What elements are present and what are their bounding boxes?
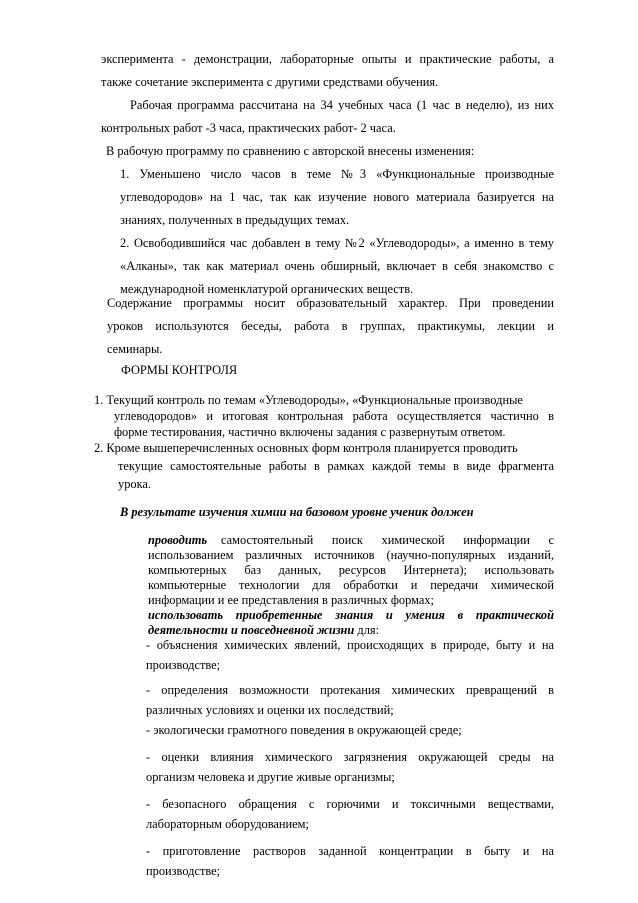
skills-use-line-1: использовать приобретенные знания и умения в практической	[148, 608, 554, 622]
skills-conduct-line-1-rest: самостоятельный поиск химической информации с	[221, 533, 554, 547]
skills-conduct-line-5: информации и ее представления в различных формах;	[148, 593, 434, 607]
skills-conduct-line-4: компьютерные технологии для обработки и передачи химической	[148, 578, 554, 592]
use-item-2-line-2: различных условиях и оценки их последствий;	[146, 703, 394, 717]
program-line-1: Рабочая программа рассчитана на 34 учебных часа (1 час в неделю), из них	[130, 98, 554, 112]
skills-use-rest: для:	[354, 623, 380, 637]
control-item-2-line-2: текущие самостоятельные работы в рамках каждой темы в виде фрагмента	[118, 459, 554, 473]
intro-line-1: эксперимента - демонстрации, лабораторные опыты и практические работы, а	[101, 52, 554, 66]
skills-conduct-line-1	[148, 533, 554, 548]
use-item-4-line-2: организм человека и другие живые организмы;	[146, 770, 395, 784]
control-item-1-line-1: 1. Текущий контроль по темам «Углеводороды», «Функциональные производные	[94, 393, 523, 407]
changes-item-1-line-3: знаниях, полученных в предыдущих темах.	[120, 213, 350, 227]
use-item-5-line-1: - безопасного обращения с горючими и токсичными веществами,	[146, 797, 554, 811]
use-item-4-line-1: - оценки влияния химического загрязнения окружающей среды на	[146, 750, 554, 764]
changes-item-2-line-2: «Алканы», так как материал очень обширный, включает в себя знакомство с	[120, 259, 554, 273]
results-heading: В результате изучения химии на базовом уровне ученик должен	[120, 505, 474, 519]
use-item-1-line-1: - объяснения химических явлений, происходящих в природе, быту и на	[146, 638, 554, 652]
forms-heading: ФОРМЫ КОНТРОЛЯ	[121, 363, 238, 377]
skills-conduct-line-3: компьютерных баз данных, ресурсов Интернета); использовать	[148, 563, 554, 577]
control-item-1-line-2: углеводородов» и итоговая контрольная работа осуществляется частично в	[114, 409, 554, 423]
use-item-6-line-1: - приготовление растворов заданной концентрации в быту и на	[146, 844, 554, 858]
skills-use-term: деятельности и повседневной жизни	[148, 623, 355, 637]
use-item-3-line-1: - экологически грамотного поведения в окружающей среде;	[146, 723, 462, 737]
changes-item-1-line-2: углеводородов» на 1 час, так как изучение нового материала базируется на	[120, 190, 554, 204]
changes-item-2-line-1: 2. Освободившийся час добавлен в тему №2 «Углеводороды», а именно в тему	[120, 236, 554, 250]
control-item-2-line-1: 2. Кроме вышеперечисленных основных форм контроля планируется проводить	[94, 441, 518, 455]
changes-item-2-line-3: международной номенклатурой органических веществ.	[120, 282, 414, 296]
changes-item-1-line-1: 1. Уменьшено число часов в теме №3 «Функциональные производные	[120, 167, 554, 181]
use-item-6-line-2: производстве;	[146, 864, 221, 878]
use-item-2-line-1: - определения возможности протекания химических превращений в	[146, 683, 554, 697]
control-item-2-line-3: урока.	[118, 477, 152, 491]
program-line-2: контрольных работ -3 часа, практических работ- 2 часа.	[101, 121, 396, 135]
intro-line-2: также сочетание эксперимента с другими средствами обучения.	[101, 75, 439, 89]
changes-intro: В рабочую программу по сравнению с авторской внесены изменения:	[106, 144, 475, 158]
content-line-2: уроков используются беседы, работа в группах, практикумы, лекции и	[107, 319, 554, 333]
skills-conduct-term: проводить	[148, 533, 208, 547]
use-item-5-line-2: лабораторным оборудованием;	[146, 817, 309, 831]
skills-use-line-2	[148, 623, 379, 638]
skills-conduct-line-2: использованием различных источников (научно-популярных изданий,	[148, 548, 554, 562]
content-line-3: семинары.	[107, 342, 163, 356]
use-item-1-line-2: производстве;	[146, 658, 221, 672]
control-item-1-line-3: форме тестирования, частично включены задания с развернутым ответом.	[114, 425, 506, 439]
content-line-1: Содержание программы носит образовательный характер. При проведении	[107, 296, 554, 310]
